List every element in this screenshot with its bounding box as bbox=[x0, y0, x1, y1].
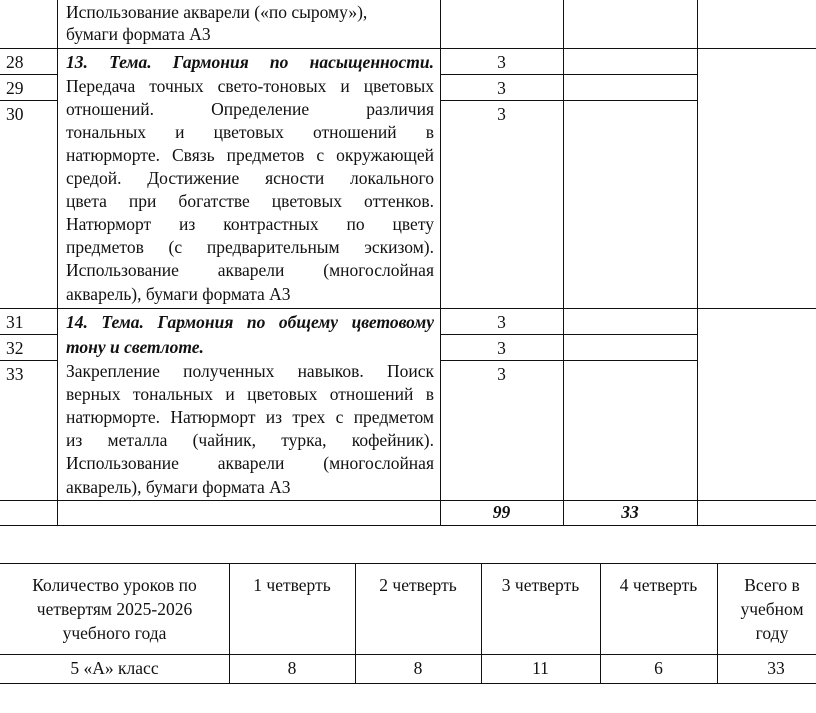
grid-line bbox=[0, 308, 816, 309]
header-line: четвертям 2025-2026 bbox=[36, 599, 193, 619]
hours-cell: 3 bbox=[497, 364, 506, 384]
topic-text-line: предметов (с предварительным эскизом). bbox=[66, 237, 434, 257]
cell-text: бумаги формата А3 bbox=[66, 24, 211, 44]
value-total: 33 bbox=[767, 658, 785, 678]
topic-text-line: Закрепление полученных навыков. Поиск bbox=[66, 361, 434, 381]
quarters-label bbox=[0, 573, 229, 645]
header-line: учебном bbox=[740, 599, 804, 619]
topic-text-line: Использование акварели (многослойная bbox=[66, 453, 434, 473]
grid-line bbox=[0, 48, 816, 49]
header-q3: 3 четверть bbox=[501, 575, 580, 595]
row-number: 28 bbox=[6, 52, 24, 72]
hours-cell: 3 bbox=[497, 338, 506, 358]
hours-cell: 3 bbox=[497, 312, 506, 332]
cell-text: Использование акварели («по сырому»), bbox=[66, 2, 368, 22]
topic-text-line: отношений. Определение различия bbox=[66, 99, 434, 119]
topic-text-line: натюрморте. Связь предметов с окружающей bbox=[66, 145, 434, 165]
grid-line bbox=[0, 563, 816, 564]
grid-line bbox=[440, 74, 697, 75]
header-total bbox=[717, 573, 816, 645]
topic-title: тону и светлоте. bbox=[66, 337, 204, 357]
row-number: 31 bbox=[6, 312, 24, 332]
row-number: 33 bbox=[6, 364, 24, 384]
grid-line bbox=[0, 525, 816, 526]
topic-text-line: Натюрморт из контрастных по цвету bbox=[66, 214, 434, 234]
topic-title: 14. Тема. Гармония по общему цветовому bbox=[66, 312, 434, 332]
hours-cell: 3 bbox=[497, 52, 506, 72]
grid-line bbox=[0, 360, 57, 361]
header-q2: 2 четверть bbox=[379, 575, 457, 595]
topic-text-line: цвета при богатстве цветовых оттенков. bbox=[66, 191, 434, 211]
topic-text-line: акварель), бумаги формата А3 bbox=[66, 477, 291, 497]
value-q2: 8 bbox=[413, 658, 423, 678]
grid-line bbox=[440, 360, 697, 361]
header-q1: 1 четверть bbox=[253, 575, 331, 595]
hours-cell: 3 bbox=[497, 78, 506, 98]
grid-line bbox=[57, 0, 58, 525]
value-q3: 11 bbox=[532, 658, 549, 678]
row-number: 32 bbox=[6, 338, 24, 358]
grid-line bbox=[440, 100, 697, 101]
topic-text-line: средой. Достижение ясности локального bbox=[66, 168, 434, 188]
value-q4: 6 bbox=[654, 658, 663, 678]
grid-line bbox=[0, 74, 57, 75]
row-number: 30 bbox=[6, 104, 24, 124]
grid-line bbox=[440, 334, 697, 335]
total-col4: 33 bbox=[621, 502, 639, 522]
topic-text-line: Передача точных свето-тоновых и цветовых bbox=[66, 76, 434, 96]
topic-text-line: тональных и цветовых отношений в bbox=[66, 122, 434, 142]
topic-text-line: натюрморте. Натюрморт из трех с предметом bbox=[66, 407, 434, 427]
topic-text-line: Использование акварели (многослойная bbox=[66, 260, 434, 280]
header-line: Всего в bbox=[744, 575, 800, 595]
header-q4: 4 четверть bbox=[619, 575, 698, 595]
grid-line bbox=[0, 100, 57, 101]
grid-line bbox=[0, 334, 57, 335]
topic-text-line: верных тональных и цветовых отношений в bbox=[66, 384, 434, 404]
header-line: году bbox=[755, 623, 789, 643]
topic-title: 13. Тема. Гармония по насыщенности. bbox=[66, 52, 434, 72]
grid-line bbox=[0, 683, 816, 684]
hours-cell: 3 bbox=[497, 104, 506, 124]
grid-line bbox=[563, 0, 564, 525]
header-line: учебного года bbox=[62, 623, 167, 643]
topic-text-line: акварель), бумаги формата А3 bbox=[66, 284, 291, 304]
row-number: 29 bbox=[6, 78, 24, 98]
grid-line bbox=[697, 0, 698, 525]
header-line: Количество уроков по bbox=[32, 575, 197, 595]
topic-text-line: из металла (чайник, турка, кофейник). bbox=[66, 430, 434, 450]
value-q1: 8 bbox=[287, 658, 297, 678]
total-hours: 99 bbox=[492, 502, 511, 522]
class-label: 5 «А» класс bbox=[70, 658, 159, 678]
grid-line bbox=[0, 654, 816, 655]
